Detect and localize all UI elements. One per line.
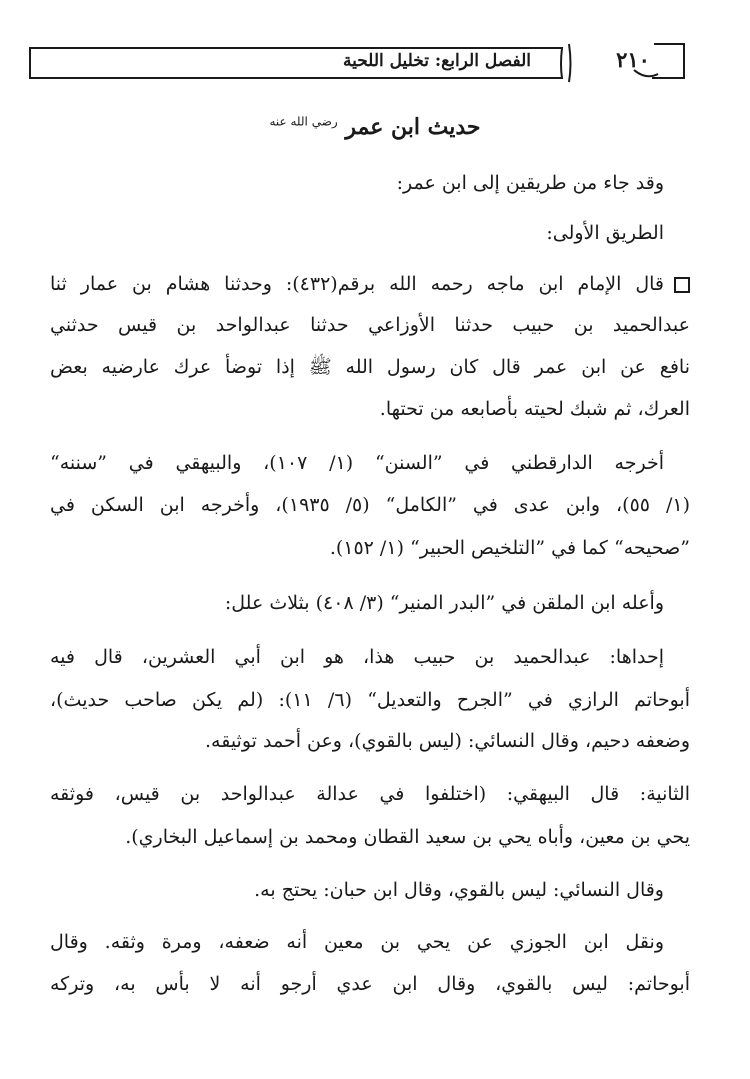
text-line: إحداها: عبدالحميد بن حبيب هذا، هو ابن أبي العشرين، قال فيه: [50, 646, 664, 668]
text-line: ”صحيحه“ كما في ”التلخيص الحبير“ (١/ ١٥٢).: [329, 537, 690, 559]
text-line: أخرجه الدارقطني في ”السنن“ (١/ ١٠٧)، والبيهقي في ”سننه“: [50, 452, 664, 474]
section-title-text: حديث ابن عمر: [345, 114, 481, 140]
honorific: رضي الله عنه: [269, 114, 338, 129]
text-line: عبدالحميد بن حبيب حدثنا الأوزاعي حدثنا عبدالواحد بن قيس حدثني: [50, 314, 690, 336]
text-line: العرك، ثم شبك لحيته بأصابعه من تحتها.: [379, 398, 690, 420]
text-line: (١/ ٥٥)، وابن عدى في ”الكامل“ (٥/ ١٩٣٥)، وأخرجه ابن السكن في: [50, 494, 690, 516]
section-title: [0, 114, 750, 140]
chapter-title: الفصل الرابع: تخليل اللحية: [342, 51, 531, 71]
text-line: ونقل ابن الجوزي عن يحي بن معين أنه ضعفه، ومرة وثقه. وقال: [50, 931, 664, 953]
text-line: [50, 267, 690, 301]
text-line: أبوحاتم: ليس بالقوي، وقال ابن عدي أرجو أنه لا بأس به، وتركه: [50, 973, 690, 995]
text-line: يحي بن معين، وأباه يحي بن سعيد القطان ومحمد بن إسماعيل البخاري).: [125, 826, 690, 848]
text-line: وقال النسائي: ليس بالقوي، وقال ابن حبان: يحتج به.: [254, 879, 664, 901]
text-line: وقد جاء من طريقين إلى ابن عمر:: [396, 172, 664, 194]
page-number: ٢١٠: [616, 47, 650, 72]
text-line: وضعفه دحيم، وقال النسائي: (ليس بالقوي)، وعن أحمد توثيقه.: [204, 730, 690, 752]
text-line: الثانية: قال البيهقي: (اختلفوا في عدالة عبدالواحد بن قيس، فوثقه: [50, 783, 690, 805]
text-line-content: قال الإمام ابن ماجه رحمه الله برقم(٤٣٢): وحدثنا هشام بن عمار ثنا: [50, 273, 664, 295]
text-line: نافع عن ابن عمر قال كان رسول الله ﷺ إذا توضأ عرك عارضيه بعض: [50, 356, 690, 378]
text-line: الطريق الأولى:: [546, 222, 664, 244]
page-header: [24, 40, 686, 86]
text-line: وأعله ابن الملقن في ”البدر المنير“ (٣/ ٤٠٨) بثلاث علل:: [224, 592, 664, 614]
text-line: أبوحاتم الرازي في ”الجرح والتعديل“ (٦/ ١١): (لم يكن صاحب حديث)،: [50, 689, 690, 711]
checkbox-icon: [674, 277, 690, 293]
